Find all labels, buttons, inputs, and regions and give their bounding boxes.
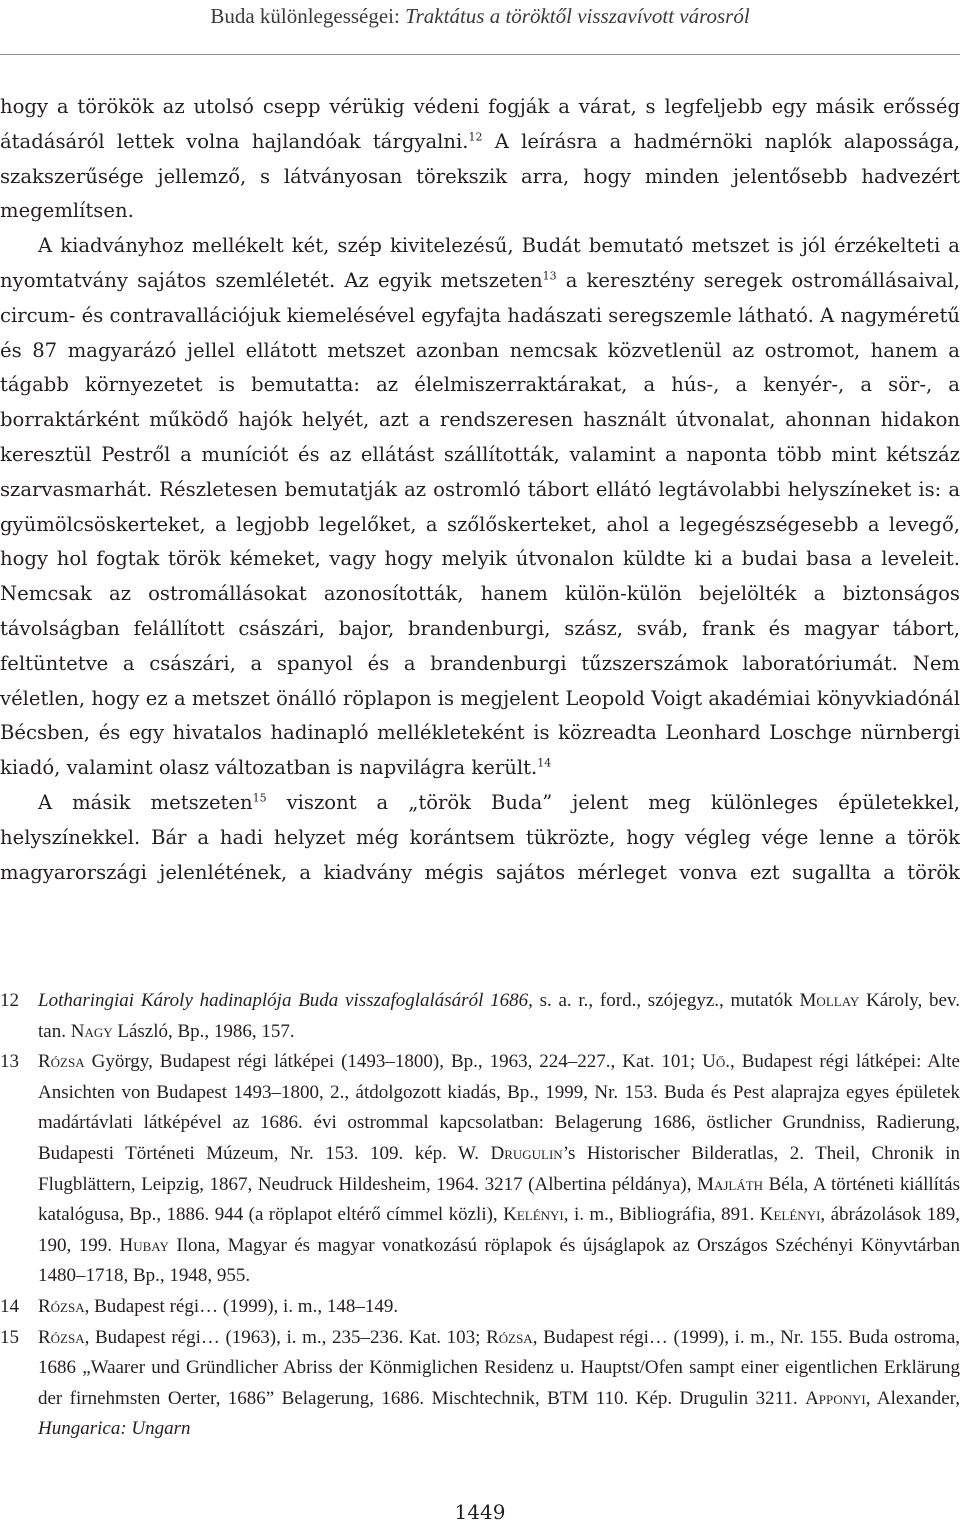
footnote-15 <box>0 1323 960 1445</box>
footnotes <box>0 986 960 1445</box>
running-header-title: Buda különlegességei: <box>210 4 406 28</box>
paragraph-1-text-b: A leírásra a hadmérnöki naplók alapossága, szakszerűsége jellemző, s látványosan törekszik arra, hogy minden jelentősebb hadvezért megemlítsen. <box>0 129 960 223</box>
author-name: Kelényi <box>759 1204 821 1226</box>
header-rule <box>0 54 960 55</box>
footnote-number: 13 <box>0 1051 19 1073</box>
footnote-ref-15: 15 <box>252 791 267 805</box>
footnote-segment: , Alexander, <box>865 1387 960 1409</box>
author-name: Rózsa <box>38 1326 85 1348</box>
author-name: Apponyi <box>805 1387 866 1409</box>
author-name: Majláth <box>697 1173 764 1195</box>
footnote-13 <box>0 1047 960 1292</box>
footnote-segment: , ábrázolások 189, 190, 199. <box>38 1204 960 1256</box>
footnote-segment: , Budapest régi látképei: Alte Ansichten von Budapest 1493–1800, 2., átdolgozott kiadás, Bp., 1999, Nr. 153. Buda és Pest alaprajza egyes épületek madártávlati látképével az 1686. évi ostrommal kapcsolatban: Belagerung 1686, östlicher Grundniss, Radierung, Budapesti Történeti Múzeum, Nr. 153. 109. kép. W. <box>38 1051 960 1164</box>
paragraph-2-text-b: a keresztény seregek ostromállásaival, circum- és contravallációjuk kiemelésével egyfajta hadászati seregszemle látható. A nagyméretű és 87 magyarázó jellel ellátott metszet azonban nemcsak közvetlenül az ostromot, hanem a tágabb környezetet is bemutatta: az élelmiszerraktárakat, a hús-, a kenyér-, a sör-, a borraktárként működő hajók helyét, azt a rendszeresen használt útvonalat, ahonnan hidakon keresztül Pestről a muníciót és az ellátást szállították, valamint a naponta több mint kétszáz szarvasmarhát. Részletesen bemutatják az ostromló tábort ellátó legtávolabbi helyszíneket is: a gyümölcsöskerteket, a legjobb legelőket, a szőlőskerteket, ahol a legegészségesebb a levegő, hogy hol fogtak török kémeket, vagy hogy melyik útvonalon küldte ki a budai basa a leveleit. Nemcsak az ostromállásokat azonosították, hanem külön-külön bejelölték a biztonságos távolságban felállított császári, bajor, brandenburgi, szász, sváb, frank és magyar tábort, feltüntetve a császári, a spanyol és a brandenburgi tűzszerszámok laboratóriumát. Nem véletlen, hogy ez a metszet önálló röplapon is megjelent Leopold Voigt akadémiai könyvkiadónál Bécsben, és egy hivatalos hadinapló mellékleteként is közreadta Leonhard Loschge nürnbergi kiadó, valamint olasz változatban is napvilágra került. <box>0 268 960 780</box>
paragraph-3 <box>0 786 960 890</box>
footnote-segment: Ilona, Magyar és magyar vonatkozású röplapok és újságlapok az Országos Széchényi Könyvtárban 1480–1718, Bp., 1948, 955. <box>38 1234 960 1287</box>
author-name: Mollay <box>799 990 860 1011</box>
footnote-segment: György, Budapest régi látképei (1493–1800), Bp., 1963, 224–227., Kat. 101; <box>84 1051 703 1073</box>
footnote-segment: ’s Historischer Bilderatlas, 2. Theil, Chronik in Flugblättern, Leipzig, 1867, Neudruck Hildesheim, 1964. 3217 (Albertina példánya), <box>38 1142 960 1195</box>
page-number: 1449 <box>454 1500 506 1524</box>
footnote-text <box>38 990 960 1042</box>
footnote-text <box>38 1327 960 1440</box>
author-name: Rózsa <box>38 1051 85 1073</box>
footnote-number: 12 <box>0 990 19 1011</box>
footnote-12 <box>0 986 960 1047</box>
paragraph-3-text-a: A másik metszeten <box>38 790 253 814</box>
author-name: Hubay <box>119 1234 169 1256</box>
footnote-number: 14 <box>0 1295 19 1317</box>
footnote-text <box>38 1051 960 1286</box>
footnote-segment: László, Bp., 1986, 157. <box>112 1020 295 1042</box>
paragraph-1 <box>0 90 960 229</box>
footnote-ref-12: 12 <box>468 130 483 144</box>
footnote-ref-14: 14 <box>537 756 552 770</box>
author-name: Rózsa <box>38 1295 85 1317</box>
footnote-ref-13: 13 <box>542 269 557 283</box>
author-name: Nagy <box>70 1020 113 1042</box>
paragraph-2 <box>0 229 960 786</box>
italic-title: Lotharingiai Károly hadinaplója Buda visszafoglalásáról 1686, <box>38 990 533 1011</box>
footnote-segment: Béla, A történeti kiállítás katalógusa, Bp., 1886. 944 (a röplapot eltérő címmel közli), <box>38 1173 960 1226</box>
footnote-segment: , Budapest régi… (1999), i. m., 148–149. <box>84 1295 399 1317</box>
running-header <box>0 4 960 29</box>
paragraph-3-text-b: viszont a „török Buda” jelent meg különleges épületekkel, helyszínekkel. Bár a hadi helyzet még korántsem tükrözte, hogy végleg vége lenne a török magyarországi jelenlétének, a kiadvány mégis sajátos mérleget vonva ezt sugallta a török <box>0 790 960 884</box>
footnote-number: 15 <box>0 1326 19 1348</box>
paragraph-2-text-a: A kiadványhoz mellékelt két, szép kivitelezésű, Budát bemutató metszet is jól érzékelteti a nyomtatvány sajátos szemléletét. Az egyik metszeten <box>0 234 960 292</box>
italic-title: Hungarica: Ungarn <box>38 1418 191 1440</box>
main-text <box>0 90 960 890</box>
paragraph-1-text-a: hogy a törökök az utolsó csepp vérükig védeni fogják a várat, s legfeljebb egy másik erősség átadásáról lettek volna hajlandóak tárgyalni. <box>0 95 960 153</box>
footnote-segment: , i. m., Bibliográfia, 891. <box>563 1204 760 1226</box>
footnote-text <box>38 1296 398 1317</box>
author-name: Kelényi <box>503 1204 564 1226</box>
footnote-segment: , Budapest régi… (1999), i. m., Nr. 155. Buda ostroma, 1686 „Waarer und Gründlicher Abriss der Könmiglichen Residenz u. Hauptst/Ofen sampt einer eigentlichen Erklärung der firnehmsten Oerter, 1686” Belagerung, 1686. Mischtechnik, BTM 110. Kép. Drugulin 3211. <box>38 1326 960 1409</box>
footnote-segment: , Budapest régi… (1963), i. m., 235–236. Kat. 103; <box>84 1326 487 1348</box>
running-header-subtitle: Traktátus a töröktől visszavívott városról <box>405 4 750 28</box>
author-name: Drugulin <box>490 1142 563 1164</box>
footnote-14 <box>0 1292 960 1323</box>
author-name: Rózsa <box>486 1326 533 1348</box>
author-name: Uő. <box>702 1051 731 1073</box>
footnote-segment: Károly, bev. tan. <box>38 990 960 1042</box>
footnote-segment: s. a. r., ford., szójegyz., mutatók <box>532 990 800 1011</box>
